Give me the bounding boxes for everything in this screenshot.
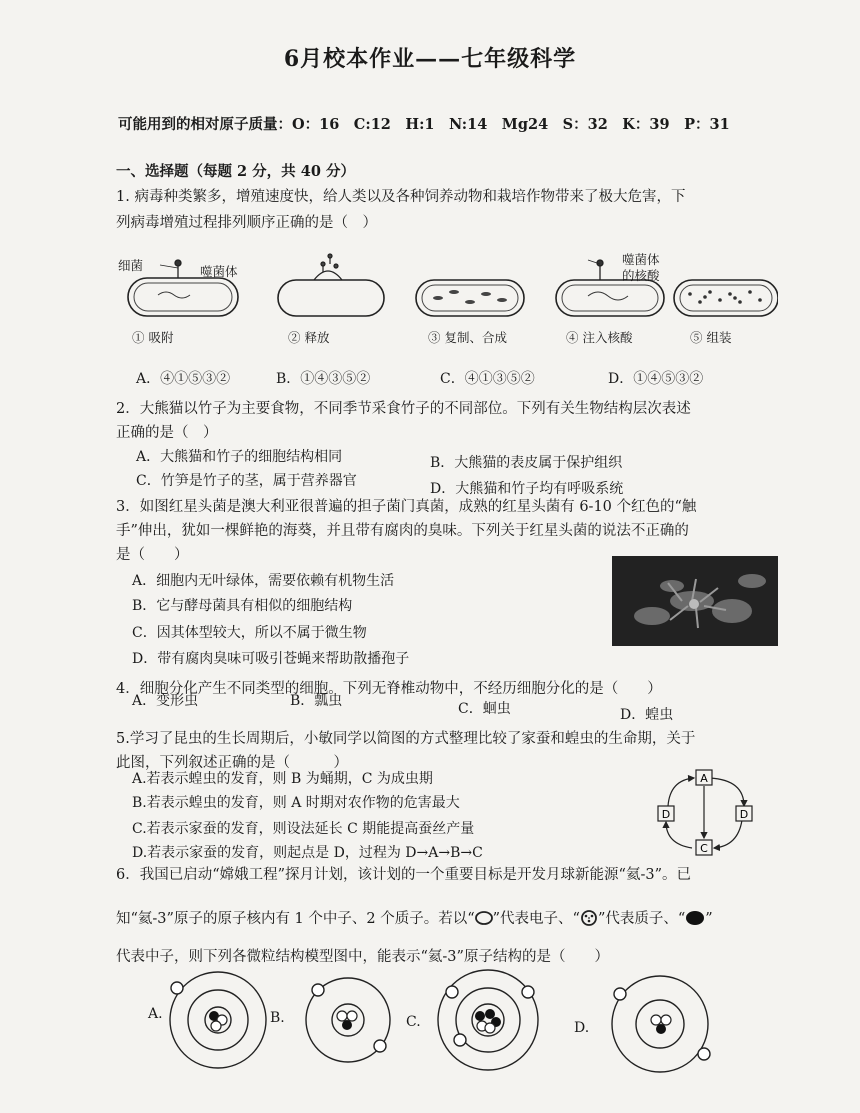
q4-option-c: C．蛔虫 [458,701,511,717]
q6-option-b: B. [270,1010,285,1026]
q2-option-c: C．竹笋是竹子的茎，属于营养器官 [136,473,357,489]
q3-option-b: B．它与酵母菌具有相似的细胞结构 [132,598,353,614]
q1-option-a: A．④①⑤③② [136,371,231,387]
q6-option-c: C. [406,1014,421,1030]
q2-option-d: D．大熊猫和竹子均有呼吸系统 [430,481,624,497]
electron-symbol-icon [475,911,493,925]
step-release: ② 释放 [288,330,330,345]
stage-b-label: D [739,808,749,821]
q4-option-b: B．瓢虫 [290,693,343,709]
q3-line1: 3．如图红星头菌是澳大利亚很普遍的担子菌门真菌，成熟的红星头菌有 6-10 个红色的“触 [116,499,697,515]
q5-option-d: D.若表示家蚕的发育，则起点是 D，过程为 D→A→B→C [132,845,483,861]
q1-option-b: B．①④③⑤② [276,371,371,387]
q6-line3: 代表中子，则下列各微粒结构模型图中，能表示“氦-3”原子结构的是（ ） [116,949,609,965]
label-phage: 噬菌体 [200,264,238,279]
neutron-symbol-icon [685,910,705,926]
stage-d-label: D [661,808,671,821]
q3-line2: 手”伸出，犹如一棵鲜艳的海葵，并且带有腐肉的臭味。下列关于红星头菌的说法不正确的 [116,523,689,539]
q3-option-c: C．因其体型较大，所以不属于微生物 [132,625,367,641]
q6-line2: 知“氦-3”原子的原子核内有 1 个中子、2 个质子。若以“ ”代表电子、“ ”代表质子、“ ” [116,911,713,927]
q2-option-a: A．大熊猫和竹子的细胞结构相同 [136,449,343,465]
section-heading: 一、选择题（每题 2 分，共 40 分） [116,163,355,180]
q4-option-d: D．蝗虫 [620,707,674,723]
stage-c-label: C [700,842,708,855]
label-phage-nucleic-2: 的核酸 [622,268,660,283]
q5-line1: 5.学习了昆虫的生长周期后，小敏同学以简图的方式整理比较了家蚕和蝗虫的生命期，关于 [116,731,696,747]
label-bacteria: 细菌 [118,258,144,273]
bacteria-cell-2 [278,280,384,316]
q1-line2: 列病毒增殖过程排列顺序正确的是（ ） [116,215,377,231]
q6-line1: 6．我国已启动“嫦娥工程”探月计划，该计划的一个重要目标是开发月球新能源“氦-3”。已 [116,867,691,883]
q1-option-c: C．④①③⑤② [440,371,535,387]
insect-lifecycle-diagram [652,766,762,858]
label-phage-nucleic: 噬菌体 [622,252,660,267]
q2-line2: 正确的是（ ） [116,425,218,441]
q6-option-d: D. [574,1020,590,1036]
proton-symbol-icon [580,910,598,926]
q3-option-a: A．细胞内无叶绿体，需要依赖有机物生活 [132,573,395,589]
atom-models-figure [130,960,730,1090]
step-replicate: ③ 复制、合成 [428,330,507,345]
q3-option-d: D．带有腐肉臭味可吸引苍蝇来帮助散播孢子 [132,651,410,667]
q5-option-b: B.若表示蝗虫的发育，则 A 时期对农作物的危害最大 [132,795,460,811]
page-title: 6月校本作业——七年级科学 [283,46,577,72]
q4-line1: 4．细胞分化产生不同类型的细胞。下列无脊椎动物中，不经历细胞分化的是（ ） [116,681,662,697]
stage-a-label: A [700,772,708,785]
q5-option-a: A.若表示蝗虫的发育，则 B 为蛹期，C 为成虫期 [132,771,433,787]
q1-line1: 1. 病毒种类繁多，增殖速度快，给人类以及各种饲养动物和栽培作物带来了极大危害，下 [116,189,686,205]
q4-option-a: A．变形虫 [132,693,199,709]
q5-option-c: C.若表示家蚕的发育，则设法延长 C 期能提高蚕丝产量 [132,821,475,837]
step-adsorb: ① 吸附 [132,330,174,345]
q6-option-a: A. [148,1006,163,1022]
atomic-mass-line: 可能用到的相对原子质量：O：16 C:12 H:1 N:14 Mg24 S：32 K：39 P：31 [118,116,730,133]
q2-option-b: B．大熊猫的表皮属于保护组织 [430,455,623,471]
q1-option-d: D．①④⑤③② [608,371,704,387]
fungus-photo [612,556,778,646]
q5-line2: 此图，下列叙述正确的是（ ） [116,755,348,771]
step-assemble: ⑤ 组装 [690,330,732,345]
q2-line1: 2．大熊猫以竹子为主要食物，不同季节采食竹子的不同部位。下列有关生物结构层次表述 [116,401,691,417]
q3-line3: 是（ ） [116,547,189,563]
step-inject: ④ 注入核酸 [566,330,633,345]
